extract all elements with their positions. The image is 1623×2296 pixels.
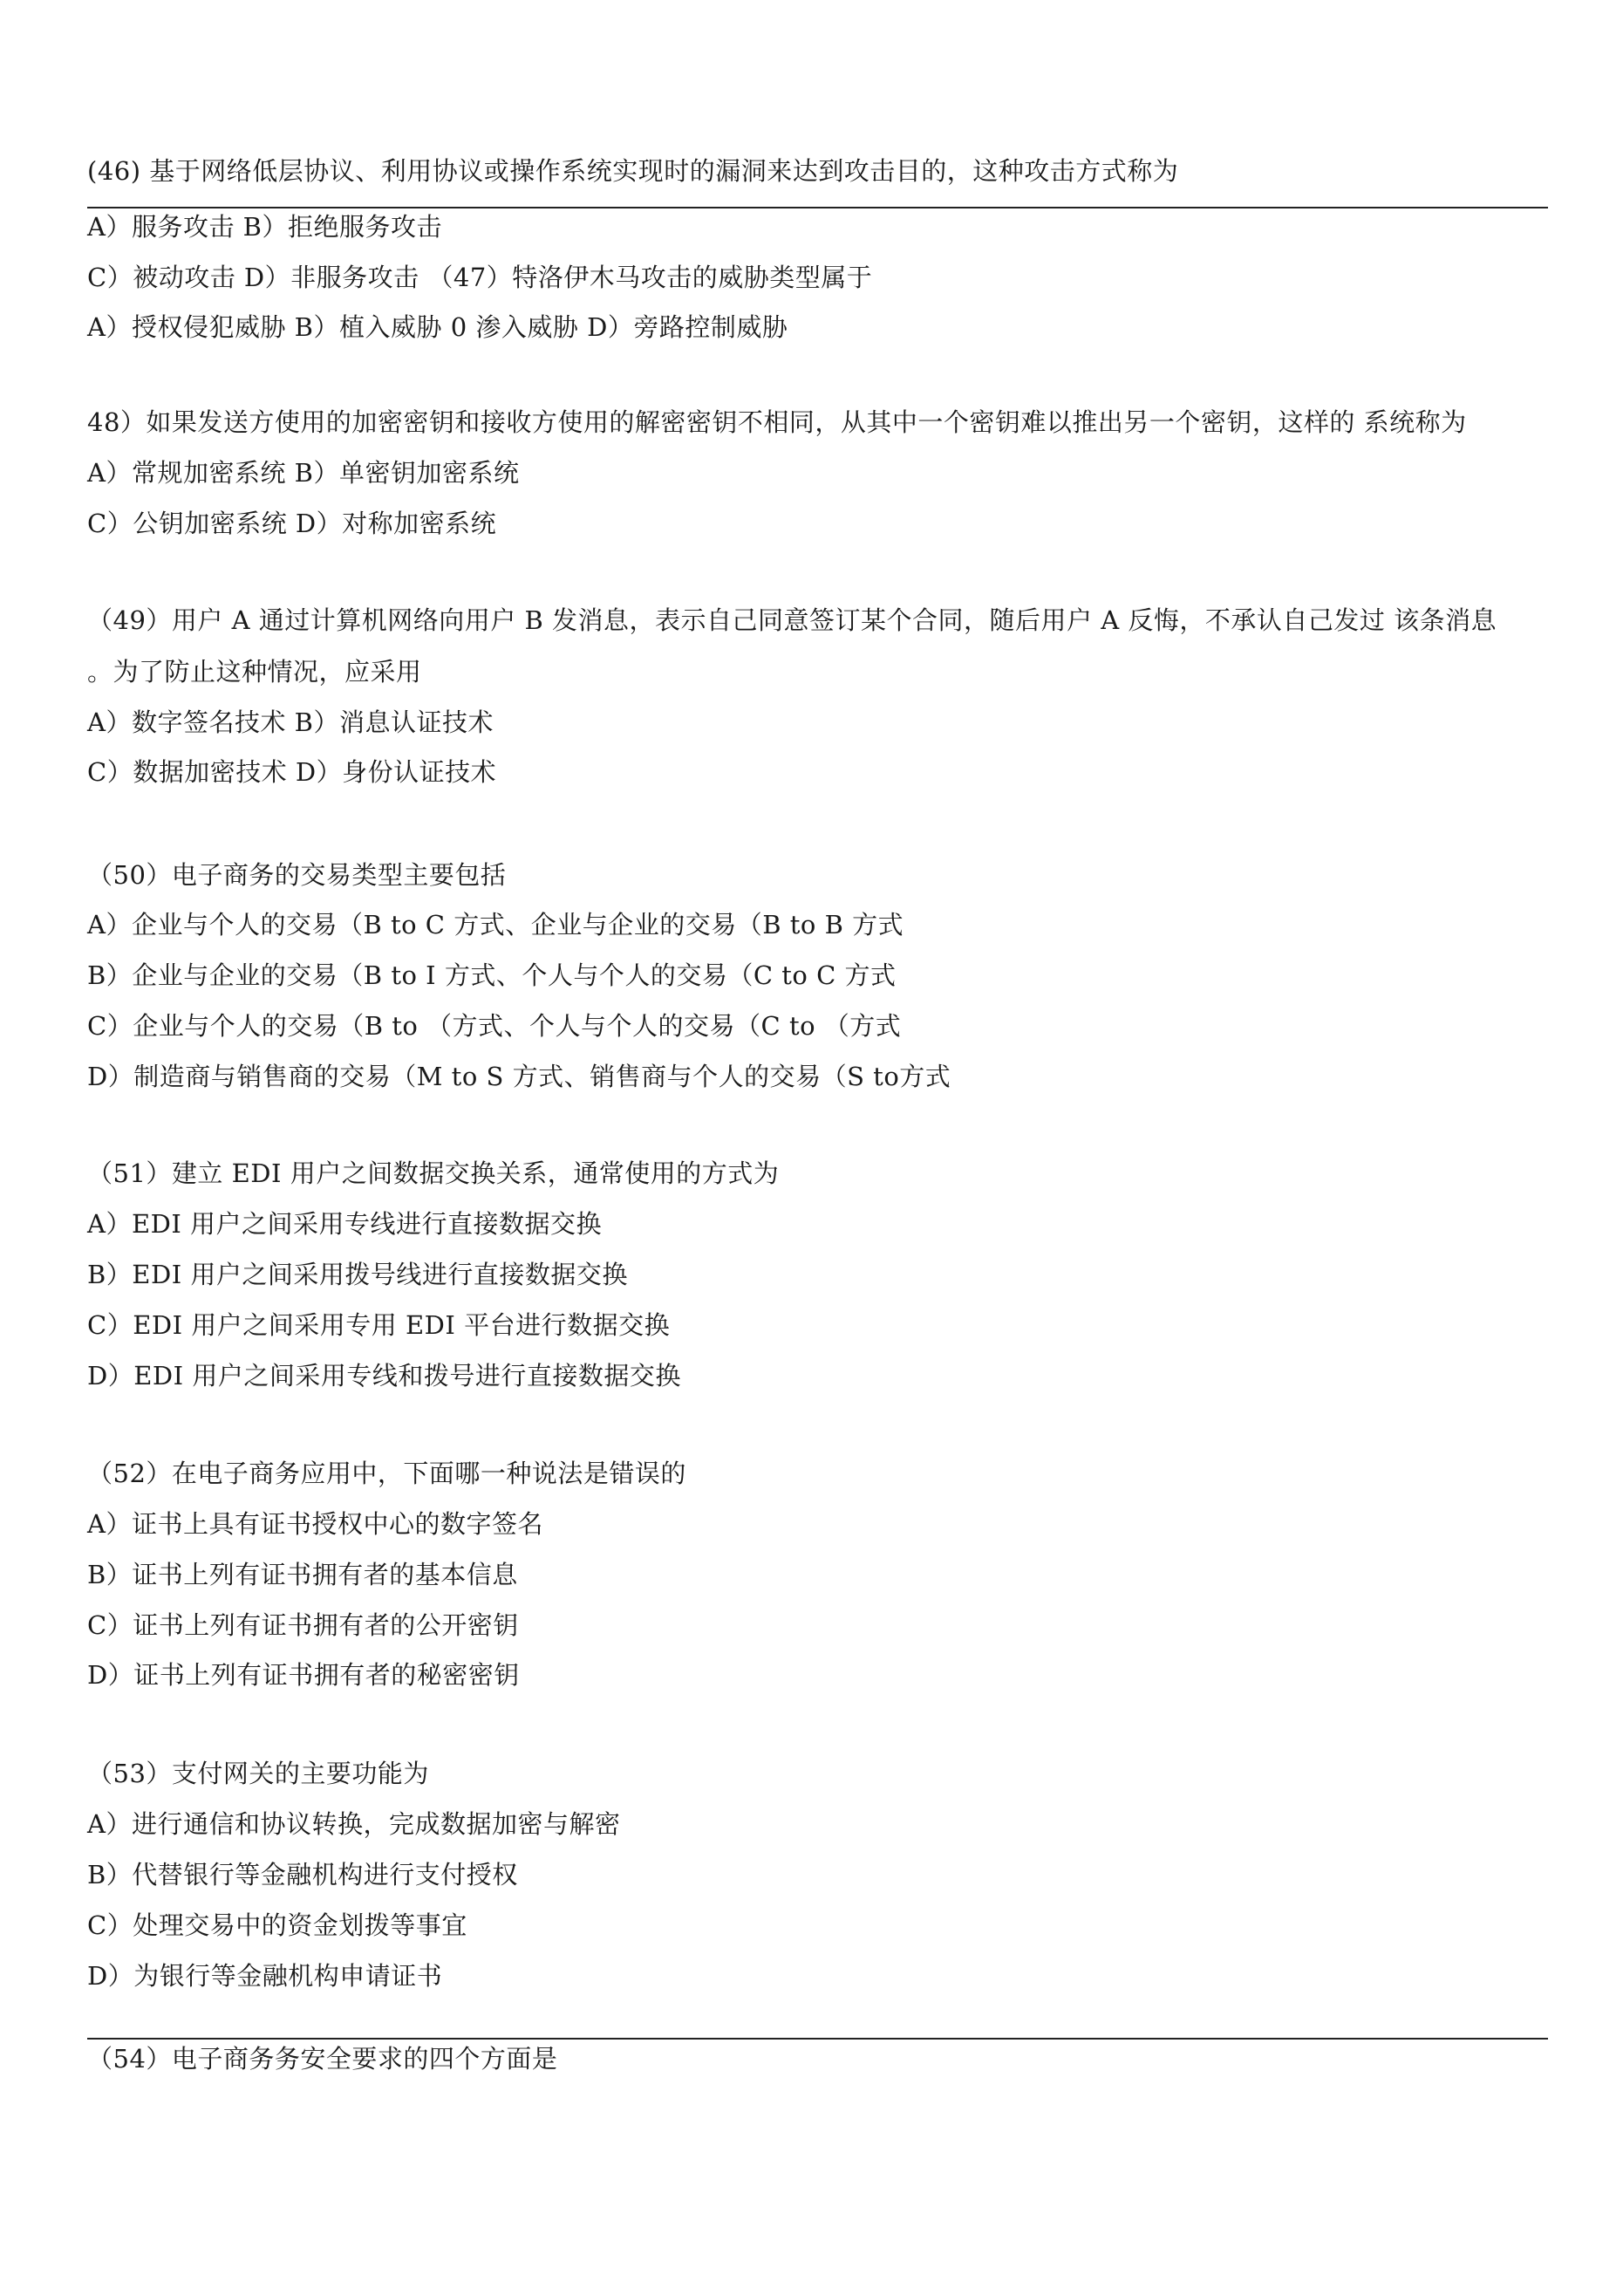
horizontal-rule — [87, 2038, 1548, 2040]
question-49-options-ab: A）数字签名技术 B）消息认证技术 — [87, 707, 494, 737]
question-48-options-ab: A）常规加密系统 B）单密钥加密系统 — [87, 458, 520, 488]
question-52-stem: （52）在电子商务应用中，下面哪一种说法是错误的 — [87, 1459, 686, 1488]
question-53-option-b: B）代替银行等金融机构进行支付授权 — [87, 1860, 518, 1889]
horizontal-rule — [87, 207, 1548, 208]
question-50-option-c: C）企业与个人的交易（B to （方式、个人与个人的交易（C to （方式 — [87, 1011, 902, 1041]
question-49-options-cd: C）数据加密技术 D）身份认证技术 — [87, 757, 497, 787]
question-46-options-ab: A）服务攻击 B）拒绝服务攻击 — [87, 212, 442, 242]
question-51-stem: （51）建立 EDI 用户之间数据交换关系，通常使用的方式为 — [87, 1158, 780, 1188]
question-51-option-b: B）EDI 用户之间采用拨号线进行直接数据交换 — [87, 1260, 628, 1289]
question-53-stem: （53）支付网关的主要功能为 — [87, 1759, 429, 1788]
question-51-option-d: D）EDI 用户之间采用专线和拨号进行直接数据交换 — [87, 1361, 681, 1391]
question-48-stem: 48）如果发送方使用的加密密钥和接收方使用的解密密钥不相同，从其中一个密钥难以推出另一个密钥，这样的 系统称为 — [87, 407, 1467, 437]
question-53-option-d: D）为银行等金融机构申请证书 — [87, 1961, 443, 1991]
question-54-stem: （54）电子商务务安全要求的四个方面是 — [87, 2044, 558, 2074]
question-52-option-a: A）证书上具有证书授权中心的数字签名 — [87, 1509, 543, 1539]
question-47-options: A）授权侵犯威胁 B）植入威胁 0 渗入威胁 D）旁路控制威胁 — [87, 312, 788, 342]
question-50-option-a: A）企业与个人的交易（B to C 方式、企业与企业的交易（B to B 方式 — [87, 910, 904, 940]
question-53-option-a: A）进行通信和协议转换，完成数据加密与解密 — [87, 1809, 621, 1839]
question-52-option-c: C）证书上列有证书拥有者的公开密钥 — [87, 1610, 519, 1640]
question-46-stem: (46) 基于网络低层协议、利用协议或操作系统实现时的漏洞来达到攻击目的，这种攻击方式称为 — [87, 156, 1179, 186]
question-49-stem-continued: 。为了防止这种情况，应采用 — [87, 657, 422, 687]
question-48-options-cd: C）公钥加密系统 D）对称加密系统 — [87, 509, 497, 538]
question-53-option-c: C）处理交易中的资金划拨等事宜 — [87, 1910, 467, 1940]
question-52-option-d: D）证书上列有证书拥有者的秘密密钥 — [87, 1660, 520, 1690]
question-51-option-c: C）EDI 用户之间采用专用 EDI 平台进行数据交换 — [87, 1310, 671, 1340]
question-50-option-b: B）企业与企业的交易（B to I 方式、个人与个人的交易（C to C 方式 — [87, 960, 897, 990]
question-50-option-d: D）制造商与销售商的交易（M to S 方式、销售商与个人的交易（S to方式 — [87, 1062, 951, 1091]
question-51-option-a: A）EDI 用户之间采用专线进行直接数据交换 — [87, 1209, 603, 1239]
question-46-options-cd-and-question-47-stem: C）被动攻击 D）非服务攻击 （47）特洛伊木马攻击的威胁类型属于 — [87, 263, 873, 292]
question-52-option-b: B）证书上列有证书拥有者的基本信息 — [87, 1560, 518, 1589]
question-50-stem: （50）电子商务的交易类型主要包括 — [87, 860, 507, 890]
question-49-stem: （49）用户 A 通过计算机网络向用户 B 发消息，表示自己同意签订某个合同，随后用户 A 反悔，不承认自己发过 该条消息 — [87, 605, 1497, 635]
